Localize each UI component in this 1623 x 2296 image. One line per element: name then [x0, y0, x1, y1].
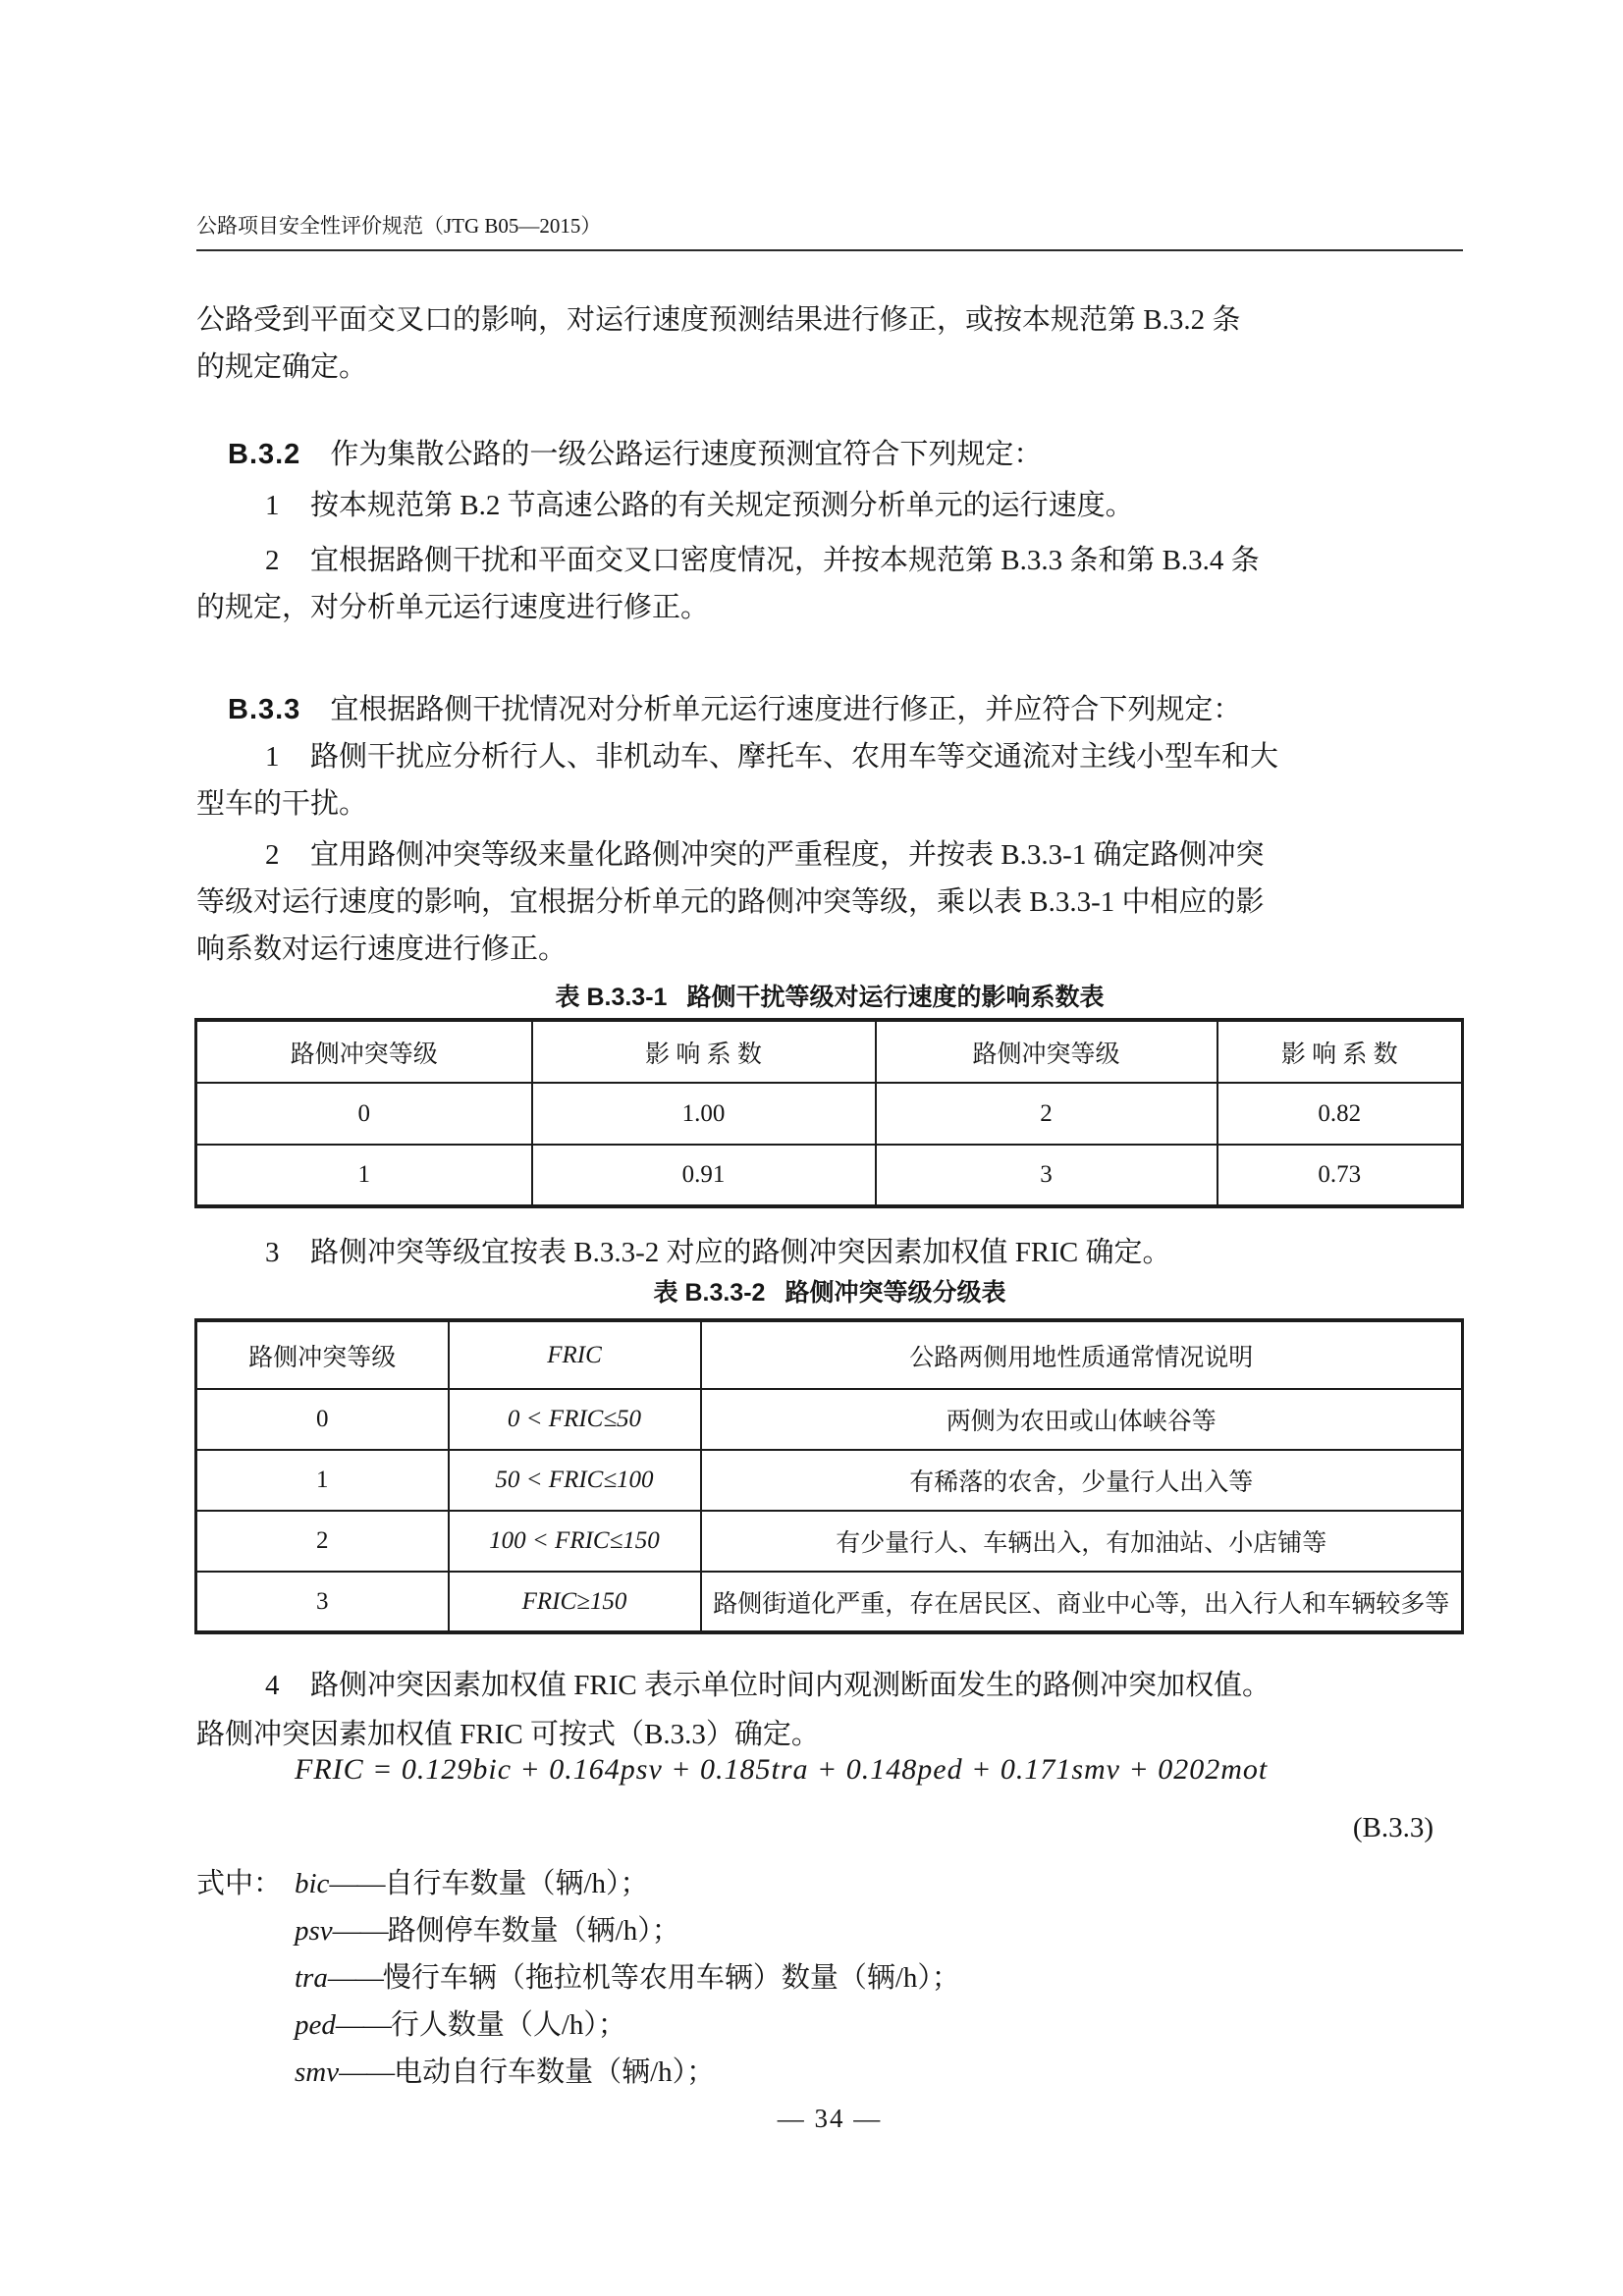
definition-term: tra: [295, 1962, 328, 1994]
clause-number: B.3.3: [228, 694, 301, 725]
definition-line: [196, 2050, 715, 2095]
table-cell: 路侧街道化严重，存在居民区、商业中心等，出入行人和车辆较多等: [701, 1572, 1463, 1632]
item-number: 2: [265, 545, 280, 576]
definition-text: 路侧停车数量（辆/h）；: [387, 1915, 680, 1947]
table-cell: 0.91: [532, 1145, 876, 1206]
table-cell: 0.73: [1217, 1145, 1463, 1206]
item-number: 3: [265, 1237, 280, 1268]
table-header-row: [196, 1320, 1463, 1389]
definition-dash: ——: [327, 1962, 383, 1994]
clause-title: 作为集散公路的一级公路运行速度预测宜符合下列规定：: [330, 439, 1043, 470]
paragraph-line: 型车的干扰。: [196, 788, 368, 820]
item-number: 1: [265, 490, 280, 521]
clause-b32-item2: [265, 538, 1260, 583]
table-caption-text: 路侧冲突等级分级表: [784, 1279, 1006, 1307]
clause-b33-item1: [265, 734, 1278, 779]
paragraph-line: 公路受到平面交叉口的影响，对运行速度预测结果进行修正，或按本规范第 B.3.2 条: [196, 304, 1241, 336]
clause-b33-item3: [265, 1230, 1170, 1275]
table-header-cell: 公路两侧用地性质通常情况说明: [701, 1320, 1463, 1389]
table-header-cell: 影 响 系 数: [532, 1020, 876, 1083]
definition-term: smv: [295, 2056, 340, 2088]
clause-number: B.3.2: [228, 439, 301, 470]
table-cell: 1.00: [532, 1083, 876, 1145]
table-cell: 0: [196, 1389, 449, 1450]
table-b331: [194, 1018, 1464, 1208]
table-cell: 3: [196, 1572, 449, 1632]
table-header-cell: 路侧冲突等级: [196, 1320, 449, 1389]
table-cell: 3: [876, 1145, 1217, 1206]
definition-dash: ——: [335, 2009, 391, 2041]
clause-b33-item4: [265, 1663, 1271, 1708]
item-number: 1: [265, 741, 280, 773]
item-text: 宜根据路侧干扰和平面交叉口密度情况，并按本规范第 B.3.3 条和第 B.3.4 条: [310, 545, 1260, 576]
table-caption-label: 表 B.3.3-2: [653, 1279, 766, 1307]
item-text: 路侧干扰应分析行人、非机动车、摩托车、农用车等交通流对主线小型车和大: [310, 741, 1279, 773]
formula-label: (B.3.3): [1352, 1812, 1434, 1843]
paragraph-line: 路侧冲突因素加权值 FRIC 可按式（B.3.3）确定。: [196, 1719, 820, 1750]
definition-line: [196, 1861, 649, 1906]
table-cell: FRIC≥150: [449, 1572, 701, 1632]
table-row: [196, 1389, 1463, 1450]
table-cell: 2: [876, 1083, 1217, 1145]
definition-text: 电动自行车数量（辆/h）；: [394, 2056, 716, 2088]
definition-term: ped: [295, 2009, 336, 2041]
definition-term: psv: [295, 1915, 333, 1947]
table-cell: 50 < FRIC≤100: [449, 1450, 701, 1511]
table-row: [196, 1572, 1463, 1632]
table-row: [196, 1145, 1463, 1206]
paragraph-line: 响系数对运行速度进行修正。: [196, 934, 568, 965]
table-row: [196, 1083, 1463, 1145]
clause-b32-item1: [265, 483, 1134, 528]
table-row: [196, 1511, 1463, 1572]
definition-line: [196, 1908, 680, 1953]
definition-text: 行人数量（人/h）；: [390, 2009, 626, 2041]
paragraph-line: 等级对运行速度的影响，宜根据分析单元的路侧冲突等级，乘以表 B.3.3-1 中相应的影: [196, 886, 1265, 918]
table-header-cell: FRIC: [449, 1320, 701, 1389]
paragraph-line: 的规定，对分析单元运行速度进行修正。: [196, 592, 710, 623]
item-text: 路侧冲突等级宜按表 B.3.3-2 对应的路侧冲突因素加权值 FRIC 确定。: [310, 1237, 1171, 1268]
table-header-row: [196, 1020, 1463, 1083]
definition-dash: ——: [339, 2056, 395, 2088]
clause-b32-heading: [228, 432, 1042, 477]
definition-text: 自行车数量（辆/h）；: [384, 1868, 649, 1899]
table-b332-caption: [196, 1276, 1463, 1309]
table-header-cell: 影 响 系 数: [1217, 1020, 1463, 1083]
table-cell: 100 < FRIC≤150: [449, 1511, 701, 1572]
table-cell: 1: [196, 1450, 449, 1511]
table-b331-caption: [196, 981, 1463, 1014]
table-cell: 0 < FRIC≤50: [449, 1389, 701, 1450]
table-caption-text: 路侧干扰等级对运行速度的影响系数表: [686, 984, 1105, 1011]
table-cell: 两侧为农田或山体峡谷等: [701, 1389, 1463, 1450]
table-cell: 2: [196, 1511, 449, 1572]
definition-prefix: 式中：: [196, 1868, 283, 1899]
item-number: 4: [265, 1670, 280, 1701]
clause-b33-item2: [265, 832, 1265, 878]
page-header: [196, 211, 1463, 251]
definition-dash: ——: [329, 1868, 385, 1899]
table-cell: 有稀落的农舍，少量行人出入等: [701, 1450, 1463, 1511]
definition-term: bic: [295, 1868, 330, 1899]
paragraph-line: 的规定确定。: [196, 351, 368, 383]
table-header-cell: 路侧冲突等级: [196, 1020, 532, 1083]
clause-title: 宜根据路侧干扰情况对分析单元运行速度进行修正，并应符合下列规定：: [330, 694, 1242, 725]
table-cell: 0.82: [1217, 1083, 1463, 1145]
table-header-cell: 路侧冲突等级: [876, 1020, 1217, 1083]
table-b332: [194, 1318, 1464, 1634]
page-header-title: 公路项目安全性评价规范（JTG B05—2015）: [196, 214, 602, 238]
table-cell: 1: [196, 1145, 532, 1206]
item-text: 路侧冲突因素加权值 FRIC 表示单位时间内观测断面发生的路侧冲突加权值。: [310, 1670, 1271, 1701]
table-cell: 有少量行人、车辆出入，有加油站、小店铺等: [701, 1511, 1463, 1572]
item-text: 宜用路侧冲突等级来量化路侧冲突的严重程度，并按表 B.3.3-1 确定路侧冲突: [310, 839, 1265, 871]
table-row: [196, 1450, 1463, 1511]
definition-line: [196, 2002, 626, 2048]
formula-expression: FRIC = 0.129bic + 0.164psv + 0.185tra + 0.148ped + 0.171smv + 0202mot: [295, 1753, 1269, 1786]
clause-b33-heading: [228, 687, 1241, 732]
page-number: — 34 —: [777, 2104, 883, 2133]
definition-dash: ——: [332, 1915, 388, 1947]
table-cell: 0: [196, 1083, 532, 1145]
definition-line: [196, 1955, 960, 2001]
definition-text: 慢行车辆（拖拉机等农用车辆）数量（辆/h）；: [382, 1962, 960, 1994]
item-number: 2: [265, 839, 280, 871]
item-text: 按本规范第 B.2 节高速公路的有关规定预测分析单元的运行速度。: [310, 490, 1134, 521]
table-caption-label: 表 B.3.3-1: [555, 984, 668, 1011]
